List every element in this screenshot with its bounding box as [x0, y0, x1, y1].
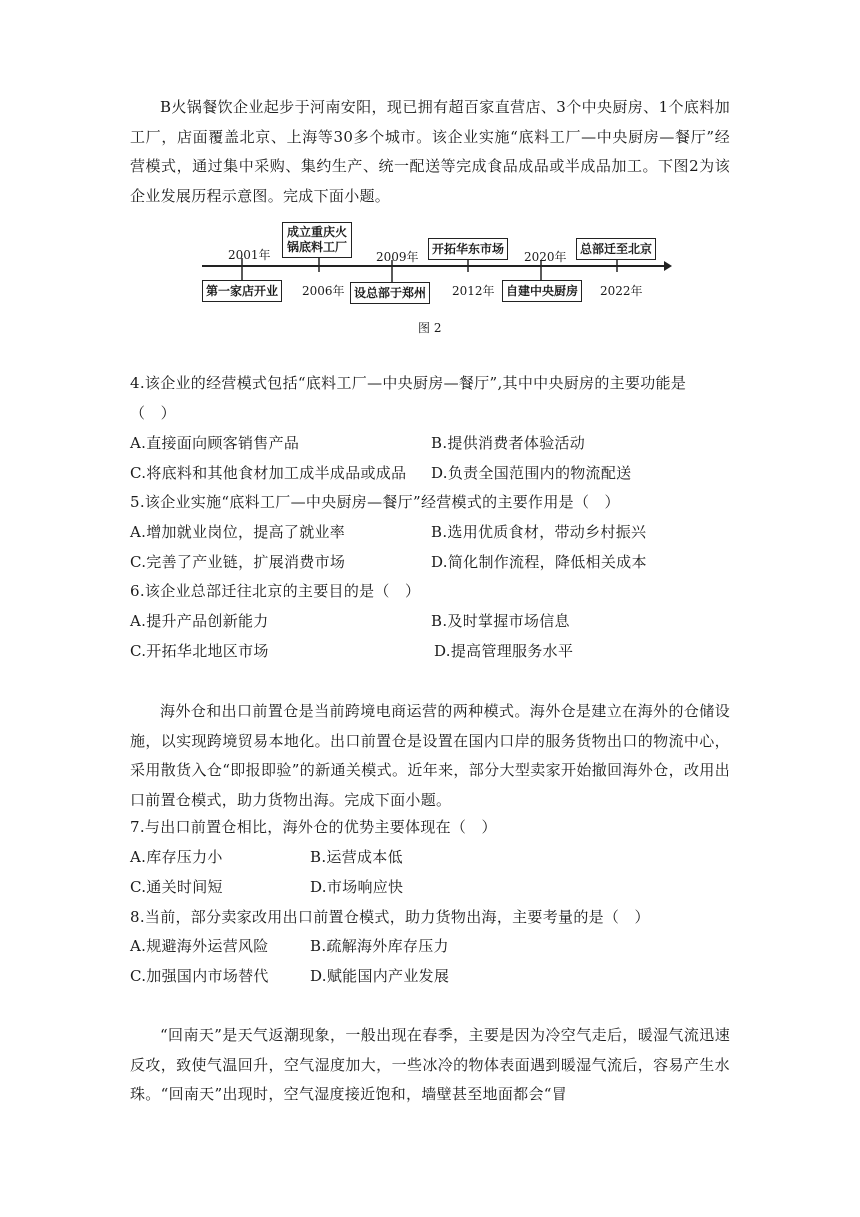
- question-7-option-a[interactable]: A.库存压力小: [130, 848, 223, 866]
- question-7-option-c[interactable]: C.通关时间短: [130, 878, 223, 896]
- timeline-figure: [202, 222, 672, 310]
- timeline-year-2022: 2022年: [600, 284, 643, 298]
- question-6-option-a[interactable]: A.提升产品创新能力: [130, 612, 269, 630]
- timeline-event-first-store: 第一家店开业: [202, 280, 282, 302]
- question-5-option-a[interactable]: A.增加就业岗位，提高了就业率: [130, 523, 346, 541]
- question-5-stem: 5.该企业实施“底料工厂—中央厨房—餐厅”经营模式的主要作用是（ ）: [130, 493, 620, 511]
- passage-overseas-warehouse: 海外仓和出口前置仓是当前跨境电商运营的两种模式。海外仓是建立在海外的仓储设施，以实现跨境贸易本地化。出口前置仓是设置在国内口岸的服务货物出口的物流中心，采用散货入仓“即报即验”的新通关模式。近年来，部分大型卖家开始撤回海外仓，改用出口前置仓模式，助力货物出海。完成下面小题。: [130, 702, 730, 809]
- question-6-stem: 6.该企业总部迁往北京的主要目的是（ ）: [130, 582, 421, 600]
- timeline-year-2001: 2001年: [228, 248, 271, 262]
- question-7-option-b[interactable]: B.运营成本低: [310, 848, 403, 866]
- question-4-option-a[interactable]: A.直接面向顾客销售产品: [130, 434, 300, 452]
- passage-hotpot: B火锅餐饮企业起步于河南安阳，现已拥有超百家直营店、3个中央厨房、1个底料加工厂，店面覆盖北京、上海等30多个城市。该企业实施“底料工厂—中央厨房—餐厅”经营模式，通过集中采购、集约生产、统一配送等完成食品成品或半成品加工。下图2为该企业发展历程示意图。完成下面小题。: [130, 98, 730, 205]
- question-4-bracket: （ ）: [130, 404, 176, 422]
- question-8-option-a[interactable]: A.规避海外运营风险: [130, 937, 269, 955]
- question-6-option-c[interactable]: C.开拓华北地区市场: [130, 642, 269, 660]
- question-5-option-b[interactable]: B.选用优质食材，带动乡村振兴: [431, 523, 647, 541]
- timeline-year-2020: 2020年: [524, 250, 567, 264]
- timeline-year-2009: 2009年: [376, 250, 419, 264]
- timeline-event-factory: 成立重庆火锅底料工厂: [282, 222, 352, 258]
- question-4-option-b[interactable]: B.提供消费者体验活动: [431, 434, 586, 452]
- timeline-event-central-kitchen: 自建中央厨房: [502, 280, 582, 302]
- passage-huinantian: “回南天”是天气返潮现象，一般出现在春季，主要是因为冷空气走后，暖湿气流迅速反攻，致使气温回升，空气湿度加大，一些冰冷的物体表面遇到暖湿气流后，容易产生水珠。“回南天”出现时，空气湿度接近饱和，墙壁甚至地面都会“冒: [130, 1026, 730, 1103]
- timeline-event-hq-beijing: 总部迁至北京: [576, 238, 656, 260]
- question-4-option-d[interactable]: D.负责全国范围内的物流配送: [431, 464, 632, 482]
- question-8-option-d[interactable]: D.赋能国内产业发展: [310, 967, 450, 985]
- timeline-event-hq-zhengzhou: 设总部于郑州: [350, 282, 430, 304]
- question-5-option-c[interactable]: C.完善了产业链，扩展消费市场: [130, 553, 346, 571]
- figure-caption: 图 2: [418, 321, 442, 335]
- question-4-option-c[interactable]: C.将底料和其他食材加工成半成品或成品: [130, 464, 407, 482]
- question-7-option-d[interactable]: D.市场响应快: [310, 878, 404, 896]
- question-8-option-b[interactable]: B.疏解海外库存压力: [310, 937, 449, 955]
- question-7-stem: 7.与出口前置仓相比，海外仓的优势主要体现在（ ）: [130, 818, 497, 836]
- question-8-stem: 8.当前，部分卖家改用出口前置仓模式，助力货物出海，主要考量的是（ ）: [130, 908, 650, 926]
- timeline-event-east-china: 开拓华东市场: [428, 238, 508, 260]
- question-4-stem: 4.该企业的经营模式包括“底料工厂—中央厨房—餐厅”,其中中央厨房的主要功能是: [130, 374, 687, 392]
- timeline-year-2006: 2006年: [302, 284, 345, 298]
- question-6-option-d[interactable]: D.提高管理服务水平: [434, 642, 574, 660]
- question-8-option-c[interactable]: C.加强国内市场替代: [130, 967, 269, 985]
- timeline-year-2012: 2012年: [452, 284, 495, 298]
- question-6-option-b[interactable]: B.及时掌握市场信息: [431, 612, 570, 630]
- question-5-option-d[interactable]: D.简化制作流程，降低相关成本: [431, 553, 647, 571]
